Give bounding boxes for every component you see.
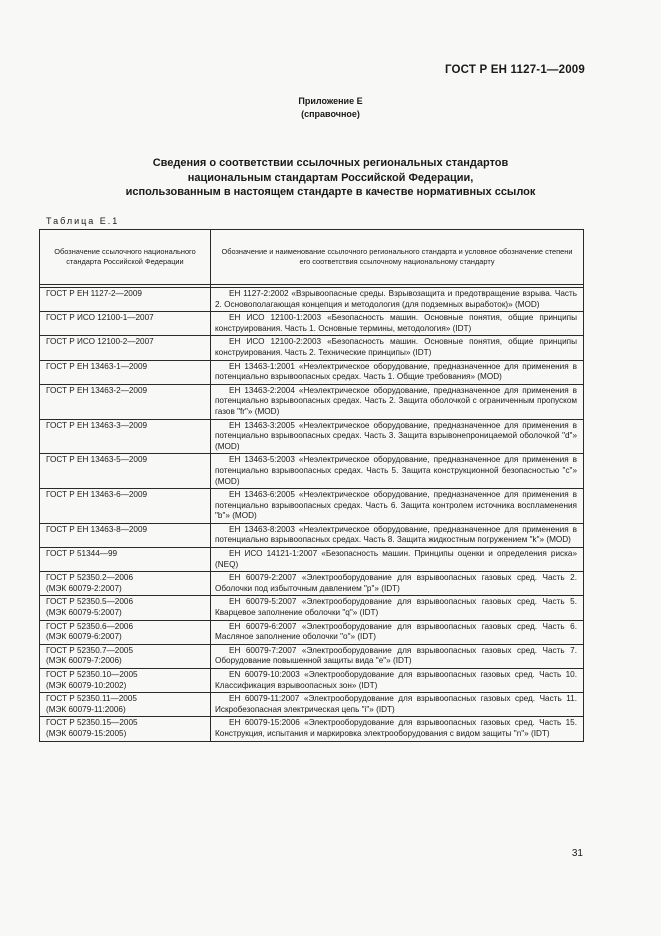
- table-row: [40, 523, 584, 547]
- national-standard-cell: [40, 693, 211, 717]
- heading-line-1: Сведения о соответствии ссылочных региональных стандартов: [152, 157, 509, 169]
- national-standard-code: ГОСТ Р 52350.10—2005: [46, 670, 138, 679]
- national-standard-cell: [40, 384, 211, 419]
- table-row: [40, 572, 584, 596]
- national-standard-code: ГОСТ Р ЕН 13463-5—2009: [46, 455, 148, 465]
- regional-standard-cell: ЕН 13463-5:2003 «Неэлектрическое оборудование, предназначенное для применения в потенциально взрывоопасных средах. Часть 5. Защита конструкционной безопасностью "c"» (MOD): [211, 454, 584, 489]
- national-standard-cell: [40, 548, 211, 572]
- regional-standard-cell: ЕН ИСО 12100-2:2003 «Безопасность машин. Основные понятия, общие принципы конструирования. Часть 2. Технические принципы» (IDT): [211, 336, 584, 360]
- national-standard-code: ГОСТ Р 52350.7—2005: [46, 645, 133, 655]
- regional-standard-cell: ЕН 60079-5:2007 «Электрооборудование для взрывоопасных газовых сред. Часть 5. Кварцевое заполнение оболочки "q"» (IDT): [211, 596, 584, 620]
- table-row: [40, 336, 584, 360]
- table-row: [40, 419, 584, 454]
- national-standard-code: ГОСТ Р 52350.2—2006: [46, 573, 133, 583]
- national-standard-iec-code: (МЭК 60079-15:2005): [46, 728, 127, 738]
- national-standard-cell: [40, 669, 211, 693]
- national-standard-iec-code: (МЭК 60079-6:2007): [46, 632, 122, 642]
- annex-type: (справочное): [301, 109, 360, 119]
- national-standard-code: ГОСТ Р 52350.15—2005: [46, 718, 138, 728]
- national-standard-cell: [40, 489, 211, 524]
- national-standard-cell: [40, 419, 211, 454]
- national-standard-code: ГОСТ Р ЕН 13463-1—2009: [46, 361, 148, 371]
- regional-standard-cell: ЕН 13463-3:2005 «Неэлектрическое оборудование, предназначенное для применения в потенциально взрывоопасных средах. Часть 3. Защита взрывонепроницаемой оболочкой "d"» (MOD): [211, 419, 584, 454]
- national-standard-code: ГОСТ Р ИСО 12100-2—2007: [46, 337, 154, 347]
- regional-standard-cell: ЕН 1127-2:2002 «Взрывоопасные среды. Взрывозащита и предотвращение взрыва. Часть 2. Основополагающая концепция и методология (для подземных выработок)» (MOD): [211, 288, 584, 312]
- regional-standard-cell: ЕН 60079-6:2007 «Электрооборудование для взрывоопасных газовых сред. Часть 6. Масляное заполнение оболочки "o"» (IDT): [211, 620, 584, 644]
- national-standard-code: ГОСТ Р ЕН 13463-2—2009: [46, 385, 148, 395]
- national-standard-cell: [40, 717, 211, 741]
- table-row: [40, 384, 584, 419]
- table-row: [40, 454, 584, 489]
- regional-standard-cell: ЕН 13463-6:2005 «Неэлектрическое оборудование, предназначенное для применения в потенциально взрывоопасных средах. Часть 6. Защита контролем источника воспламенения "b"» (MOD): [211, 489, 584, 524]
- national-standard-code: ГОСТ Р 52350.6—2006: [46, 621, 133, 631]
- regional-standard-cell: ЕН 60079-2:2007 «Электрооборудование для взрывоопасных газовых сред. Часть 2. Оболочки под избыточным давлением "p"» (IDT): [211, 572, 584, 596]
- table-header-row: [40, 230, 584, 285]
- column-header-national-standard: Обозначение ссылочного национального стандарта Российской Федерации: [40, 230, 211, 285]
- regional-standard-cell: ЕН 60079-7:2007 «Электрооборудование для взрывоопасных газовых сред. Часть 7. Оборудование повышенной защиты вида "e"» (IDT): [211, 644, 584, 668]
- table-row: [40, 669, 584, 693]
- national-standard-cell: [40, 523, 211, 547]
- table-row: [40, 644, 584, 668]
- national-standard-iec-code: (МЭК 60079-5:2007): [46, 608, 122, 618]
- column-header-regional-standard: Обозначение и наименование ссылочного регионального стандарта и условное обозначение степени его соответствия ссылочному национальному стандарту: [211, 230, 584, 285]
- table-row: [40, 548, 584, 572]
- table-row: [40, 288, 584, 312]
- table-row: [40, 717, 584, 741]
- annex-title: Приложение Е: [298, 96, 363, 106]
- table-row: [40, 360, 584, 384]
- table-row: [40, 312, 584, 336]
- national-standard-code: ГОСТ Р ЕН 1127-2—2009: [46, 289, 142, 298]
- national-standard-cell: [40, 596, 211, 620]
- table-row: [40, 620, 584, 644]
- regional-standard-cell: ЕN 60079-10:2003 «Электрооборудование для взрывоопасных газовых сред. Часть 10. Классификация взрывоопасных зон» (IDT): [211, 669, 584, 693]
- regional-standard-cell: ЕН 13463-1:2001 «Неэлектрическое оборудование, предназначенное для применения в потенциально взрывоопасных средах. Часть 1. Общие требования» (MOD): [211, 360, 584, 384]
- table-caption: Таблица Е.1: [46, 216, 120, 226]
- page-number: 31: [571, 848, 583, 859]
- heading-line-3: использованным в настоящем стандарте в качестве нормативных ссылок: [125, 186, 536, 198]
- references-table: [39, 229, 584, 742]
- national-standard-iec-code: (МЭК 60079-7:2006): [46, 656, 122, 666]
- national-standard-code: ГОСТ Р ЕН 13463-8—2009: [46, 524, 148, 534]
- regional-standard-cell: ЕН ИСО 12100-1:2003 «Безопасность машин. Основные понятия, общие принципы конструирования. Часть 1. Основные термины, методология» (IDT): [211, 312, 584, 336]
- national-standard-code: ГОСТ Р ЕН 13463-6—2009: [46, 490, 148, 500]
- national-standard-code: ГОСТ Р 52350.11—2005: [46, 694, 137, 704]
- table-row: [40, 693, 584, 717]
- regional-standard-cell: ЕН 13463-2:2004 «Неэлектрическое оборудование, предназначенное для применения в потенциально взрывоопасных средах. Часть 2. Защита оболочкой с ограниченным пропуском газов "fr"» (MOD): [211, 384, 584, 419]
- national-standard-iec-code: (МЭК 60079-11:2006): [46, 704, 126, 714]
- national-standard-code: ГОСТ Р 51344—99: [46, 549, 118, 559]
- annex-heading: [60, 156, 601, 200]
- table-row: [40, 489, 584, 524]
- national-standard-cell: [40, 644, 211, 668]
- national-standard-code: ГОСТ Р ЕН 13463-3—2009: [46, 420, 148, 430]
- regional-standard-cell: ЕН ИСО 14121-1:2007 «Безопасность машин. Принципы оценки и определения риска» (NEQ): [211, 548, 584, 572]
- regional-standard-cell: ЕН 13463-8:2003 «Неэлектрическое оборудование, предназначенное для применения в потенциально взрывоопасных средах. Часть 8. Защита жидкостным погружением "k"» (MOD): [211, 523, 584, 547]
- national-standard-code: ГОСТ Р ИСО 12100-1—2007: [46, 313, 154, 323]
- national-standard-cell: [40, 572, 211, 596]
- national-standard-code: ГОСТ Р 52350.5—2006: [46, 597, 133, 607]
- regional-standard-cell: ЕН 60079-15:2006 «Электрооборудование для взрывоопасных газовых сред. Часть 15. Конструкция, испытания и маркировка электрооборудования с видом защиты "n"» (IDT): [211, 717, 584, 741]
- national-standard-cell: [40, 288, 211, 312]
- national-standard-cell: [40, 336, 211, 360]
- regional-standard-cell: ЕН 60079-11:2007 «Электрооборудование для взрывоопасных газовых сред. Часть 11. Искробезопасная электрическая цепь "i"» (IDT): [211, 693, 584, 717]
- document-id: ГОСТ Р ЕН 1127-1—2009: [444, 64, 585, 76]
- national-standard-cell: [40, 454, 211, 489]
- heading-line-2: национальным стандартам Российской Федерации,: [187, 171, 474, 184]
- table-row: [40, 596, 584, 620]
- national-standard-cell: [40, 360, 211, 384]
- national-standard-cell: [40, 620, 211, 644]
- table-body: [40, 285, 584, 742]
- national-standard-cell: [40, 312, 211, 336]
- national-standard-iec-code: (МЭК 60079-2:2007): [46, 583, 122, 593]
- national-standard-iec-code: (МЭК 60079-10:2002): [46, 680, 127, 690]
